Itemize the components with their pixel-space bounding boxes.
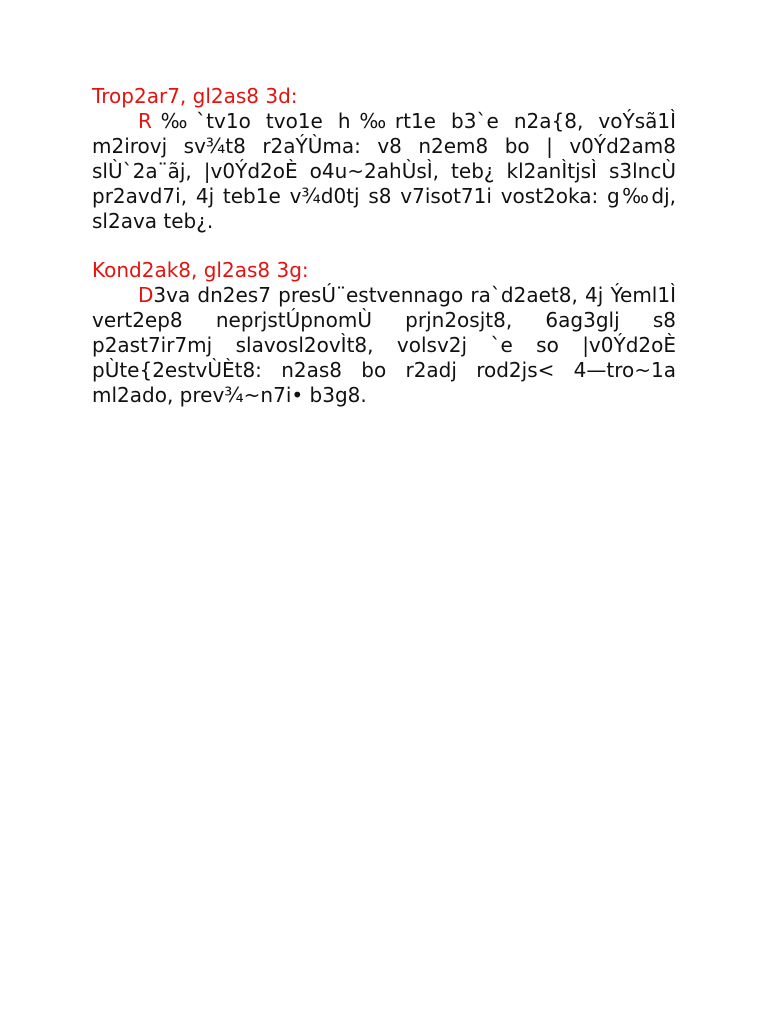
- kontakion-text: [92, 283, 676, 408]
- kontakion-body: 3va dn2es7 presÚ¨estvennago ra`d2aet8, 4j Ýeml1Ì vert2ep8 neprjstÚpnomÙ prjn2osjt8, 6ag3glj s8 p2ast7ir7mj slavosl2ovÌt8, volsv2j `e so |v0Ýd2oÈ pÙte{2estvÙÈt8: n2as8 bo r2adj rod2js< 4—tro~1a ml2ado, prev¾~n7i• b3g8.: [92, 283, 676, 407]
- troparion-body: ‰`tv1o tvo1e h‰rt1e b3`e n2a{8, voÝsã1Ì m2irovj sv¾t8 r2aÝÙma: v8 n2em8 bo | v0Ýd2am8 slÙ`2a¨ãj, |v0Ýd2oÈ o4u~2ahÙsÌ, teb¿ kl2anÌtjsÌ s3lncÙ pr2avd7i, 4j teb1e v¾d0tj s8 v7isot71i vost2oka: g‰dj, sl2ava teb¿.: [92, 109, 676, 233]
- kontakion-heading: Kond2ak8, gl2as8 3g:: [92, 258, 309, 282]
- troparion-text: [92, 109, 676, 234]
- troparion-initial: R: [138, 109, 152, 133]
- kontakion-initial: D: [138, 283, 154, 307]
- document-page: [92, 84, 676, 432]
- troparion-heading: Trop2ar7, gl2as8 3d:: [92, 84, 298, 108]
- troparion-section: [92, 84, 676, 234]
- kontakion-section: [92, 258, 676, 408]
